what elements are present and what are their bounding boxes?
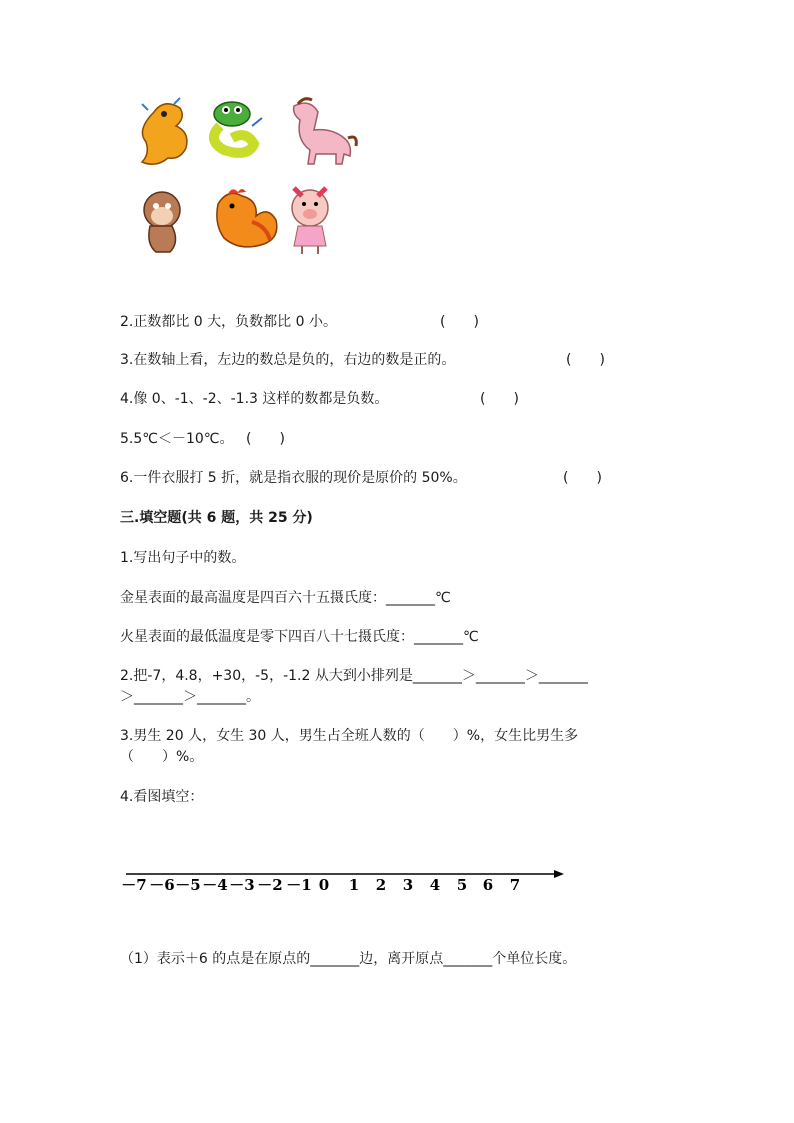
number-line-label: 0: [318, 876, 330, 894]
question-text: 6.一件衣服打 5 折，就是指衣服的现价是原价的 50%。: [120, 470, 467, 486]
number-line-arrow: [554, 870, 564, 878]
zodiac-drawings: [134, 92, 360, 258]
fill-question-2-line1: 2.把-7，4.8，+30，-5，-1.2 从大到小排列是_______＞_______＞_______: [120, 668, 588, 684]
section-title: 三.填空题(共 6 题，共 25 分): [120, 510, 313, 526]
question-text: 4.像 0、-1、-2、-1.3 这样的数都是负数。: [120, 391, 389, 407]
number-line-label: －4: [202, 876, 228, 894]
pig-picture: [292, 188, 328, 254]
fill-question-4: 4.看图填空：: [120, 789, 204, 805]
fill-question-4-sub1: （1）表示＋6 的点是在原点的_______边，离开原点_______个单位长度。: [120, 951, 577, 967]
judge-question-2: [120, 311, 337, 331]
number-line-label: 5: [456, 876, 468, 894]
judge-question-4: [120, 388, 388, 408]
number-line-label: 2: [375, 876, 387, 894]
question-text: 2.正数都比 0 大，负数都比 0 小。: [120, 314, 337, 330]
monkey-picture: [144, 192, 180, 252]
number-line-label: －6: [149, 876, 175, 894]
judge-question-3: [120, 349, 455, 369]
dragon-picture: [142, 98, 187, 164]
mars-sentence: 火星表面的最低温度是零下四百八十七摄氏度：_______℃: [120, 629, 479, 645]
fill-question-3-line2: （ ）%。: [120, 749, 204, 765]
question-text: 3.在数轴上看，左边的数总是负的，右边的数是正的。: [120, 352, 456, 368]
fill-question-2-line2: ＞_______＞_______。: [120, 689, 260, 705]
judge-question-5: [120, 428, 234, 448]
zodiac-pictures: [134, 92, 360, 258]
judge-question-6: [120, 467, 467, 487]
fill-question-1: 1.写出句子中的数。: [120, 550, 246, 566]
venus-sentence: 金星表面的最高温度是四百六十五摄氏度：_______℃: [120, 590, 451, 606]
answer-parentheses[interactable]: ( ): [440, 314, 479, 330]
number-line-label: －5: [175, 876, 201, 894]
answer-parentheses[interactable]: ( ): [566, 352, 605, 368]
number-line-label: －2: [257, 876, 283, 894]
number-line-label: 6: [482, 876, 494, 894]
number-line-label: 1: [348, 876, 360, 894]
answer-parentheses[interactable]: ( ): [563, 470, 602, 486]
answer-parentheses[interactable]: ( ): [246, 431, 285, 447]
number-line-svg: [120, 858, 570, 902]
number-line-label: 7: [509, 876, 521, 894]
number-line: [120, 858, 570, 902]
number-line-label: －7: [121, 876, 147, 894]
fill-question-3-line1: 3.男生 20 人，女生 30 人，男生占全班人数的（ ）%，女生比男生多: [120, 728, 579, 744]
number-line-label: 3: [402, 876, 414, 894]
rooster-picture: [217, 189, 277, 247]
snake-picture: [214, 102, 262, 153]
number-line-label: －3: [229, 876, 255, 894]
question-text: 5.5℃＜－10℃。: [120, 431, 234, 447]
number-line-label: －1: [286, 876, 312, 894]
horse-picture: [294, 99, 357, 164]
answer-parentheses[interactable]: ( ): [480, 391, 519, 407]
number-line-label: 4: [429, 876, 441, 894]
